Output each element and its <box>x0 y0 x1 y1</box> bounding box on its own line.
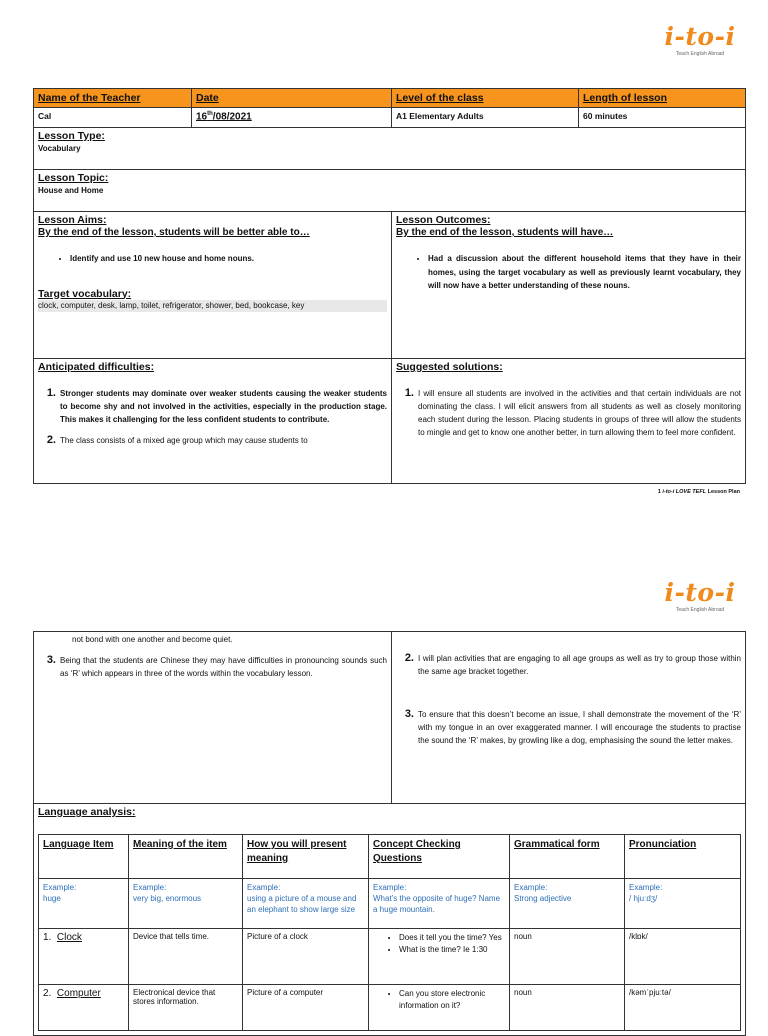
item-present: Picture of a computer <box>243 985 369 1031</box>
col-header: Concept Checking Questions <box>369 835 510 879</box>
col-header: Grammatical form <box>510 835 625 879</box>
lesson-plan-table <box>33 88 746 484</box>
difficulty-item: 2. The class consists of a mixed age group which may cause students to <box>46 434 308 446</box>
language-analysis-cell <box>34 804 746 1036</box>
lesson-plan-continued-table <box>33 631 746 1036</box>
lesson-topic-value: House and Home <box>38 186 104 195</box>
col-header: Meaning of the item <box>129 835 243 879</box>
example-item: huge <box>43 894 61 903</box>
difficulty-item: 3. Being that the students are Chinese they may have difficulties in pronouncing sounds such as ‘R’ which appears in three of the words within the vocabulary lesson. <box>46 654 387 678</box>
item-word: Computer <box>56 988 101 999</box>
difficulties-cell <box>34 359 392 484</box>
item-meaning: Electronical device that stores information. <box>129 985 243 1031</box>
item-word: Clock <box>56 932 82 943</box>
lesson-outcomes-cell <box>392 212 746 359</box>
brand-logo <box>660 24 740 57</box>
difficulty-cont-text: not bond with one another and become quiet. <box>72 635 233 644</box>
solutions-cont-cell <box>392 632 746 804</box>
difficulties-label: Anticipated difficulties: <box>38 361 155 373</box>
item-present: Picture of a clock <box>243 929 369 985</box>
teacher-value: Cal <box>34 108 192 128</box>
col-header: Language Item <box>39 835 129 879</box>
date-value: 16th/08/2021 <box>192 108 392 128</box>
lesson-aims-cell <box>34 212 392 359</box>
table-row: 1. Clock Device that tells time. Picture of a clock • Does it tell you the time? Yes • What is the time? Ie 1:30 noun /klɒk/ <box>39 929 741 985</box>
aims-label: Lesson Aims: <box>38 214 107 226</box>
target-vocab-label: Target vocabulary: <box>38 287 132 300</box>
language-analysis-label: Language analysis: <box>38 806 136 818</box>
date-header: Date <box>192 89 392 108</box>
lesson-type-label: Lesson Type: <box>38 130 105 142</box>
col-header: Pronunciation <box>625 835 741 879</box>
outcomes-bullet: • Had a discussion about the different household items that they have in their homes, using the target vocabulary as well as previously learnt vocabulary, they will now have a better understanding of these nouns. <box>428 252 741 293</box>
teacher-header: Name of the Teacher <box>34 89 192 108</box>
length-value: 60 minutes <box>579 108 746 128</box>
ccq-item: • What is the time? Ie 1:30 <box>399 944 505 956</box>
item-pron: /klɒk/ <box>625 929 741 985</box>
item-form: noun <box>510 929 625 985</box>
col-header: How you will present meaning <box>243 835 369 879</box>
lesson-type-cell <box>34 128 746 170</box>
solutions-cell <box>392 359 746 484</box>
ccq-item: • Can you store electronic information on it? <box>399 988 505 1012</box>
example-present: using a picture of a mouse and an elephant to show large size <box>247 894 357 914</box>
aims-subtitle: By the end of the lesson, students will be better able to… <box>38 227 310 238</box>
logo-tagline: Teach English Abroad <box>675 607 725 613</box>
item-meaning: Device that tells time. <box>129 929 243 985</box>
level-header: Level of the class <box>392 89 579 108</box>
example-pron: / hjuːdʒ/ <box>629 894 658 903</box>
outcomes-label: Lesson Outcomes: <box>396 214 491 226</box>
lesson-type-value: Vocabulary <box>38 144 81 153</box>
lesson-topic-cell <box>34 170 746 212</box>
brand-logo <box>660 580 740 613</box>
solution-item: 3. To ensure that this doesn’t become an issue, I shall demonstrate the movement of the ‘R’ with my tongue in an over exaggerated manner. I will encourage the students to practise the sound the ‘R’ makes, by growling like a dog, emphasising the sound the letter makes. <box>404 708 741 745</box>
page-footer: 1 i-to-i LOVE TEFL Lesson Plan <box>657 489 740 495</box>
difficulties-cont-cell <box>34 632 392 804</box>
length-header: Length of lesson <box>579 89 746 108</box>
logo-wordmark: i-to-i <box>664 22 736 51</box>
lesson-topic-label: Lesson Topic: <box>38 172 109 184</box>
logo-tagline: Teach English Abroad <box>675 51 725 57</box>
target-vocab-list: clock, computer, desk, lamp, toilet, refrigerator, shower, bed, bookcase, key <box>38 300 387 312</box>
example-row: Example: huge Example: very big, enormous Example: using a picture of a mouse and an elephant to show large size Example: What’s the opposite of huge? Name a huge mountain. Example: Strong adjective Example: / hjuːdʒ/ <box>39 879 741 929</box>
example-ccq: What’s the opposite of huge? Name a huge mountain. <box>373 894 501 914</box>
ccq-item: • Does it tell you the time? Yes <box>399 932 505 944</box>
example-meaning: very big, enormous <box>133 894 202 903</box>
aims-bullet: • Identify and use 10 new house and home nouns. <box>70 252 387 266</box>
item-pron: /kəmˈpjuːtə/ <box>625 985 741 1031</box>
outcomes-subtitle: By the end of the lesson, students will have… <box>396 227 614 238</box>
difficulty-item: 1. Stronger students may dominate over weaker students causing the weaker students to become shy and not involved in the activities, especially in the production stage. This makes it challenging for the less confident students to contribute. <box>46 387 387 424</box>
language-analysis-table <box>38 834 741 1031</box>
solution-item: 1. I will ensure all students are involved in the activities and that certain individuals are not dominating the class. I will elicit answers from all students as well as closely monitoring each student during the lesson. Placing students in groups of three will allow the students to mingle and get to know one another better, in turn allowing them to feel more confident. <box>404 387 741 437</box>
level-value: A1 Elementary Adults <box>392 108 579 128</box>
solution-item: 2. I will plan activities that are engaging to all age groups as well as try to group those within the same age bracket together. <box>404 652 741 676</box>
item-form: noun <box>510 985 625 1031</box>
logo-wordmark: i-to-i <box>664 578 736 607</box>
table-row: 2. Computer Electronical device that stores information. Picture of a computer • Can you store electronic information on it? noun /kəmˈpjuːtə/ <box>39 985 741 1031</box>
example-form: Strong adjective <box>514 894 572 903</box>
solutions-label: Suggested solutions: <box>396 361 503 373</box>
